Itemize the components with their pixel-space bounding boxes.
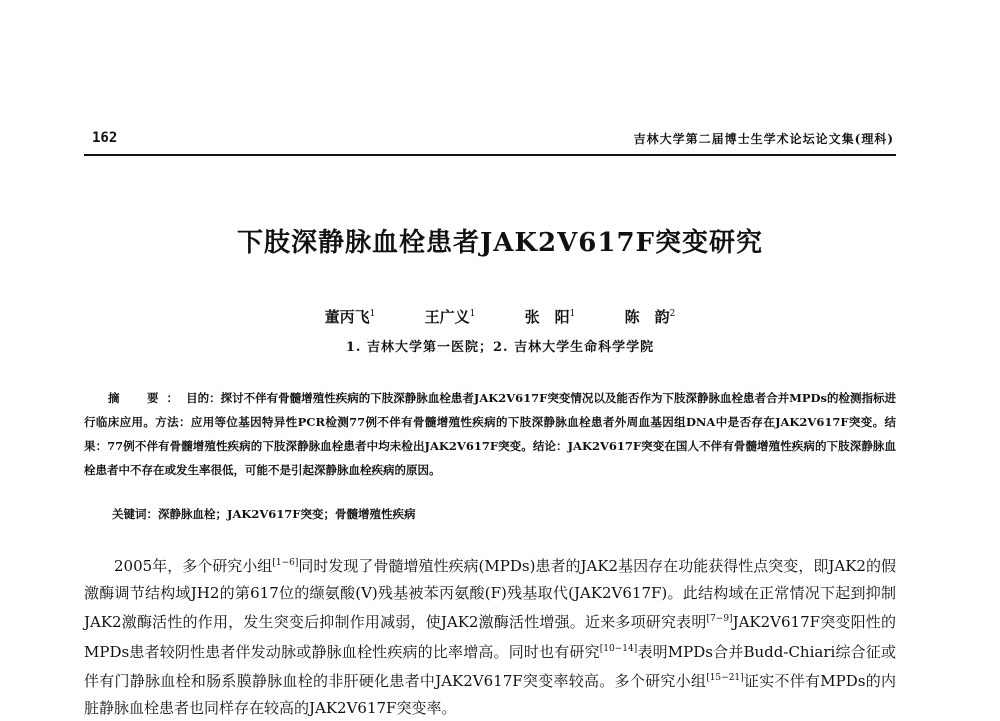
abstract-label: 摘 要：: [108, 391, 187, 405]
author: 王广义$^1$: [424, 308, 476, 326]
journal-title: 吉林大学第二届博士生学术论坛论文集(理科): [633, 132, 894, 146]
affiliations: 1. 吉林大学第一医院；2. 吉林大学生命科学学院: [345, 340, 655, 355]
body-text: [84, 550, 896, 721]
abstract-text: 目的：探讨不伴有骨髓增殖性疾病的下肢深静脉血栓患者JAK2V617F突变情况以及能否作为下肢深静脉血栓患者合并MPDs的检测指标进行临床应用。方法：应用等位基因特异性PCR检测77例不伴有骨髓增殖性疾病的下肢深静脉血栓患者外周血基因组DNA中是否存在JAK2V617F突变。结果：77例不伴有骨髓增殖性疾病的下肢深静脉血栓患者中均未检出JAK2V617F突变。结论：JAK2V617F突变在国人不伴有骨髓增殖性疾病的下肢深静脉血栓患者中不存在或发生率很低，可能不是引起深静脉血栓疾病的原因。: [84, 391, 897, 477]
citation: [15−21]: [706, 673, 744, 683]
paper-title: 下肢深静脉血栓患者JAK2V617F突变研究: [236, 228, 764, 258]
header-rule: [84, 154, 896, 156]
author: 董丙飞$^1$: [324, 308, 376, 326]
abstract: [84, 386, 896, 482]
author: 张 阳$^1$: [524, 308, 576, 326]
paragraph: 2005年，多个研究小组[1−6]同时发现了骨髓增殖性疾病(MPDs)患者的JAK2基因存在功能获得性点突变，即JAK2的假激酶调节结构域JH2的第617位的缬氨酸(V)残基被苯丙氨酸(F)残基取代(JAK2V617F)。此结构域在正常情况下起到抑制JAK2激酶活性的作用，发生突变后抑制作用减弱，使JAK2激酶活性增强。近来多项研究表明[7−9]JAK2V617F突变阳性的MPDs患者较阴性患者伴发动脉或静脉血栓性疾病的比率增高。同时也有研究[10−14]表明MPDs合并Budd-Chiari综合征或伴有门静脉血栓和肠系膜静脉血栓的非肝硬化患者中JAK2V617F突变率较高。多个研究小组[15−21]证实不伴有MPDs的内脏静脉血栓患者也同样存在较高的JAK2V617F突变率。: [84, 557, 896, 717]
keywords-text: 深静脉血栓；JAK2V617F突变；骨髓增殖性疾病: [158, 507, 416, 521]
page-number: 162: [92, 130, 118, 146]
citation: [1−6]: [272, 558, 299, 568]
author-list: [0, 306, 1000, 327]
citation: [7−9]: [706, 614, 733, 624]
keywords-label: 关键词：: [112, 507, 158, 521]
keywords: [112, 506, 892, 522]
running-header: [84, 128, 896, 152]
citation: [10−14]: [599, 643, 638, 654]
author: 陈 韵$^2$: [624, 308, 676, 326]
